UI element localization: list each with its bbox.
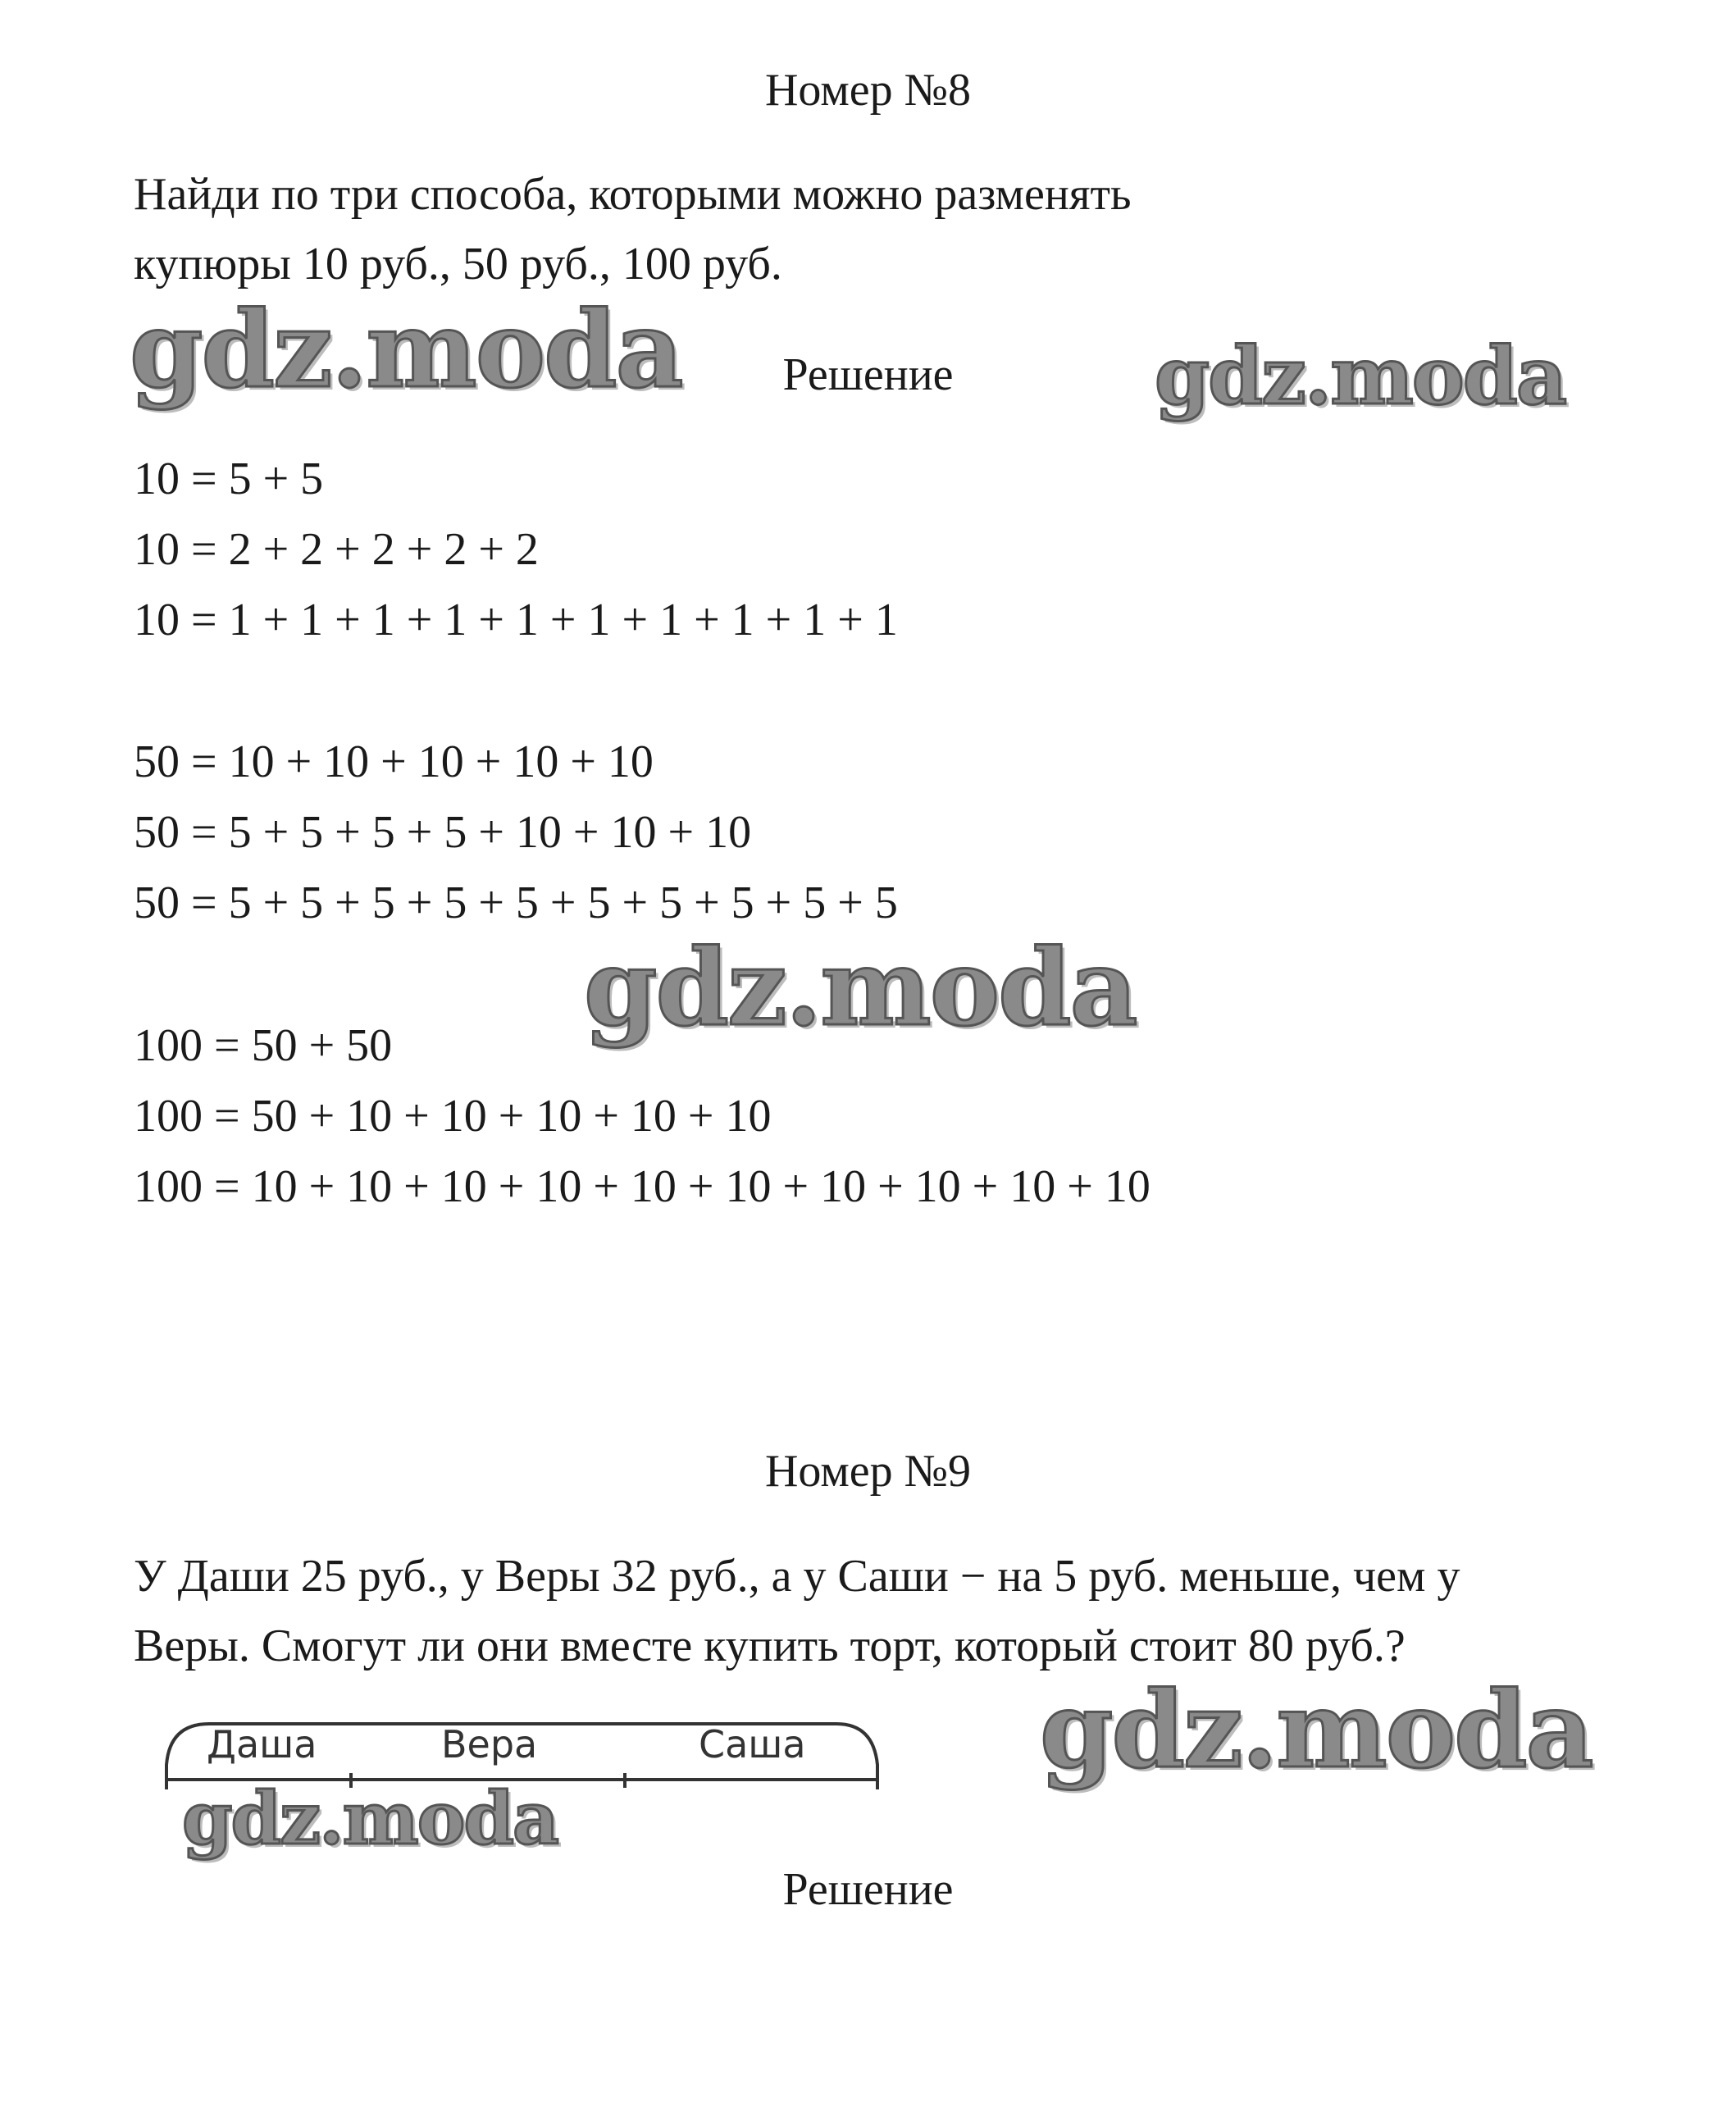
diagram-label-sasha: Саша bbox=[699, 1722, 806, 1766]
equation-line: 100 = 50 + 50 bbox=[134, 1020, 393, 1071]
task9-question-line1: У Даши 25 руб., у Веры 32 руб., а у Саши − на 5 руб. меньше, чем у bbox=[134, 1551, 1460, 1602]
equation-line: 50 = 10 + 10 + 10 + 10 + 10 bbox=[134, 736, 654, 787]
watermark: gdz.moda bbox=[584, 927, 1137, 1050]
task8-question-line1: Найди по три способа, которыми можно разменять bbox=[134, 169, 1132, 220]
equation-line: 50 = 5 + 5 + 5 + 5 + 5 + 5 + 5 + 5 + 5 + 5 bbox=[134, 878, 898, 928]
task9-solution-label: Решение bbox=[782, 1864, 954, 1915]
task8-heading: Номер №8 bbox=[764, 65, 972, 116]
equation-line: 10 = 1 + 1 + 1 + 1 + 1 + 1 + 1 + 1 + 1 + 1 bbox=[134, 595, 898, 645]
equation-line: 100 = 50 + 10 + 10 + 10 + 10 + 10 bbox=[134, 1091, 772, 1142]
equation-line: 10 = 5 + 5 bbox=[134, 454, 324, 504]
task9-question-line2: Веры. Смогут ли они вместе купить торт, который стоит 80 руб.? bbox=[134, 1621, 1406, 1671]
task8-solution-label: Решение bbox=[782, 349, 954, 400]
watermark: gdz.moda bbox=[182, 1776, 558, 1861]
watermark: gdz.moda bbox=[130, 289, 682, 412]
diagram-label-dasha: Даша bbox=[207, 1722, 317, 1766]
task8-question-line2: купюры 10 руб., 50 руб., 100 руб. bbox=[134, 239, 782, 289]
watermark: gdz.moda bbox=[1155, 330, 1566, 422]
diagram-label-vera: Вера bbox=[441, 1722, 538, 1766]
watermark: gdz.moda bbox=[1040, 1669, 1592, 1792]
equation-line: 10 = 2 + 2 + 2 + 2 + 2 bbox=[134, 524, 539, 575]
equation-line: 100 = 10 + 10 + 10 + 10 + 10 + 10 + 10 + 10 + 10 + 10 bbox=[134, 1161, 1150, 1212]
equation-line: 50 = 5 + 5 + 5 + 5 + 10 + 10 + 10 bbox=[134, 807, 752, 858]
task9-heading: Номер №9 bbox=[764, 1446, 972, 1497]
